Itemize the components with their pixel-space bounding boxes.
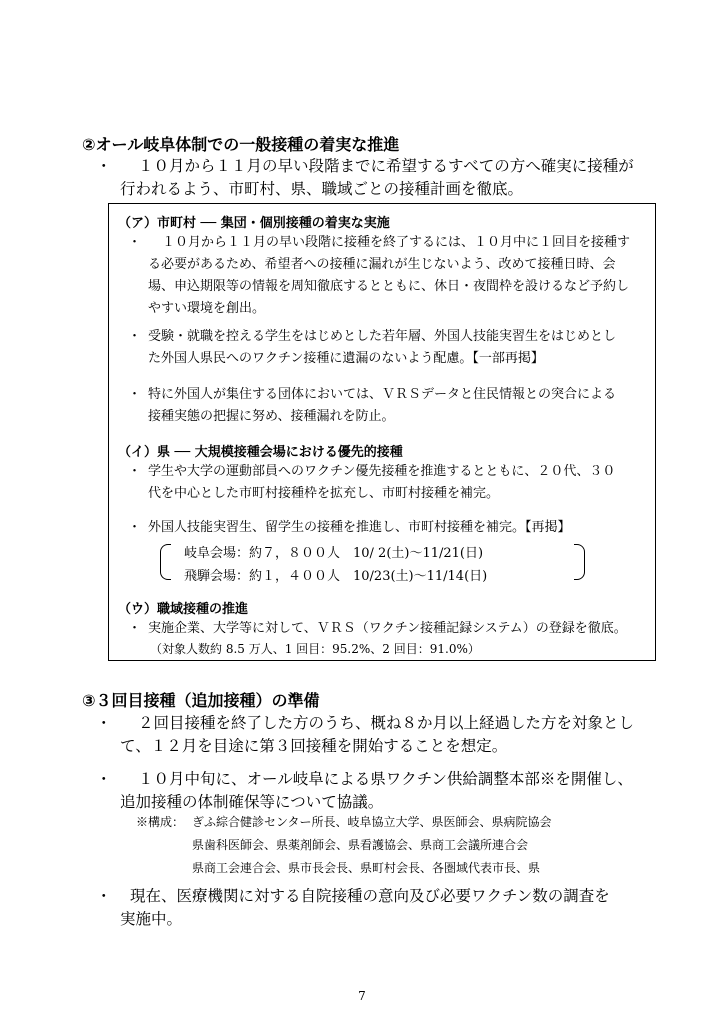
text-line: 場、申込期限等の情報を周知徹底するとともに、休日・夜間枠を設けるなど予約し [148, 279, 630, 294]
bullet-dot: ・ [96, 714, 112, 732]
subsection-a-title: （ア）市町村 ── 集団・個別接種の着実な実施 [118, 216, 390, 231]
section3-title: ③３回目接種（追加接種）の準備 [82, 691, 320, 710]
members-line: ぎふ綜合健診センター所長、岐阜協立大学、県医師会、県病院協会 [192, 815, 552, 829]
bullet-dot: ・ [128, 621, 142, 636]
coverage-note: （対象人数約 8.5 万人、1 回目：95.2%、2 回目：91.0%） [150, 642, 480, 656]
right-brace-icon [574, 544, 585, 580]
venue-line: 飛騨会場：約１，４００人 10/23(土)～11/14(日) [184, 569, 488, 584]
subsection-i-title: （イ）県 ── 大規模接種会場における優先的接種 [118, 445, 403, 460]
section2-title: ②オール岐阜体制での一般接種の着実な推進 [82, 135, 400, 154]
text-line: 特に外国人が集住する団体においては、ＶＲＳデータと住民情報との突合による [148, 387, 617, 402]
members-line: 県歯科医師会、県薬剤師会、県看護協会、県商工会議所連合会 [192, 838, 529, 852]
text-line: 学生や大学の運動部員へのワクチン優先接種を推進するとともに、２０代、３０ [148, 464, 616, 479]
text-line: て、１２月を目途に第３回接種を開始することを想定。 [120, 737, 508, 755]
text-line: た外国人県民へのワクチン接種に遺漏のないよう配慮。【一部再掲】 [148, 351, 544, 366]
text-line: 接種実態の把握に努め、接種漏れを防止。 [148, 409, 395, 424]
text-line: ２回目接種を終了した方のうち、概ね８か月以上経過した方を対象とし [138, 714, 635, 732]
section2-text-line: 行われるよう、市町村、県、職域ごとの接種計画を徹底。 [120, 180, 524, 198]
text-line: 受験・就職を控える学生をはじめとした若年層、外国人技能実習生をはじめとし [148, 329, 617, 344]
text-line: １０月中旬に、オール岐阜による県ワクチン供給調整本部※を開催し、 [138, 770, 633, 788]
venue-line: 岐阜会場：約７，８００人 10/ 2(土)～11/21(日) [184, 546, 484, 561]
text-line: 実施企業、大学等に対して、ＶＲＳ（ワクチン接種記録システム）の登録を徹底。 [148, 621, 627, 636]
bullet-dot: ・ [96, 887, 112, 905]
members-line: 県商工会連合会、県市長会長、県町村会長、各圏域代表市長、県 [192, 861, 541, 875]
bullet-dot: ・ [128, 235, 142, 250]
text-line: 代を中心とした市町村接種枠を拡充し、市町村接種を補完。 [148, 486, 500, 501]
section2-text [120, 155, 680, 201]
bullet-dot: ・ [128, 464, 142, 479]
section2-text-line: １０月から１１月の早い段階までに希望するすべての方へ確実に接種が [138, 157, 634, 175]
page-number: 7 [358, 989, 366, 1003]
text-line: 現在、医療機関に対する自院接種の意向及び必要ワクチン数の調査を [130, 887, 610, 905]
bullet-dot: ・ [128, 520, 142, 535]
text-line: １０月から１１月の早い段階に接種を終了するには、１０月中に１回目を接種す [162, 235, 631, 250]
bullet-dot: ・ [128, 387, 142, 402]
bullet-dot: ・ [96, 770, 112, 788]
left-brace-icon [160, 544, 171, 580]
bullet-dot: ・ [96, 157, 112, 175]
subsection-u-title: （ウ）職域接種の推進 [118, 602, 249, 617]
text-line: 実施中。 [120, 910, 183, 928]
text-line: 追加接種の体制確保等について協議。 [120, 793, 384, 811]
text-line: る必要があるため、希望者への接種に漏れが生じないよう、改めて接種日時、会 [148, 257, 616, 272]
members-label: ※構成： [136, 815, 185, 829]
bullet-dot: ・ [128, 329, 142, 344]
text-line: やすい環境を創出。 [148, 301, 266, 316]
text-line: 外国人技能実習生、留学生の接種を推進し、市町村接種を補完。【再掲】 [148, 520, 571, 535]
